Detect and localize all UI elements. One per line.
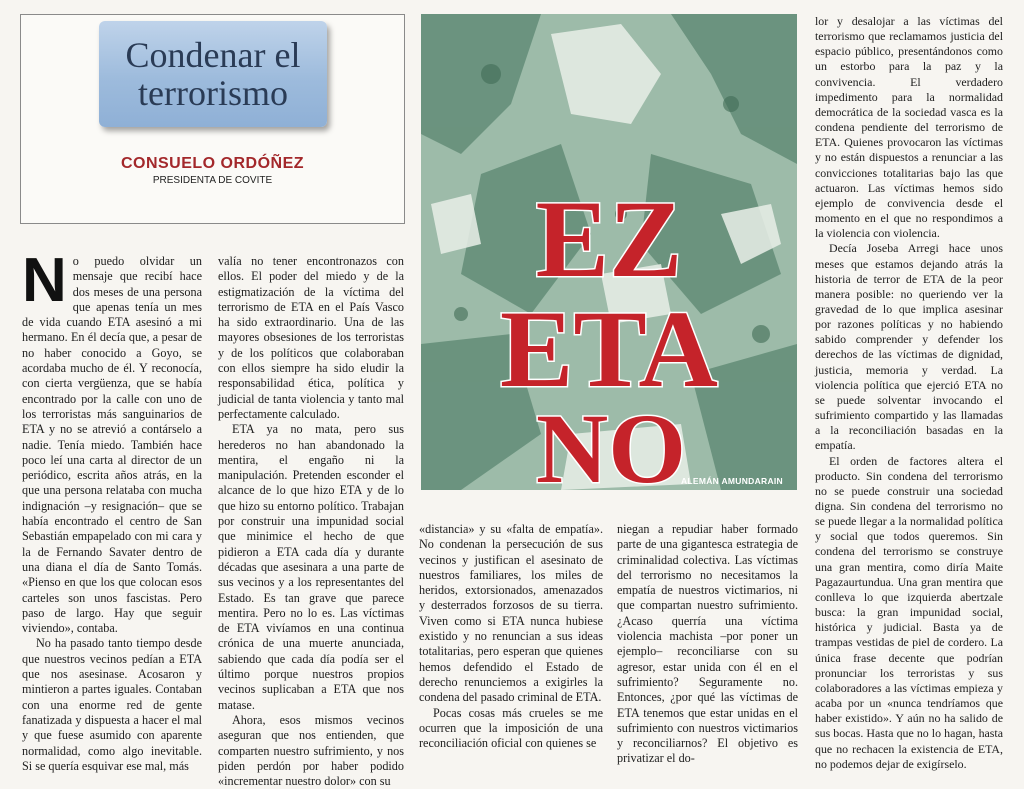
paragraph: niegan a repudiar haber formado parte de una gigantesca estrategia de criminalidad colectiva. Las víctimas del terrorismo no necesitamos la empatía de nuestros victimarios, ni que compartan nuestro sufrimiento. ¿Acaso querría una víctima violencia machista –por poner un ejemplo– reconciliarse con su agresor, estar unida con él en el sufrimiento? Seguramente no. Entonces, ¿por qué las víctimas de ETA tenemos que estar unidas en el sufrimiento con nuestros victimarios y reconciliarnos? El objetivo es privatizar el do- [617, 522, 798, 766]
paragraph: No ha pasado tanto tiempo desde que nuestros vecinos pedían a ETA que nos asesinase. Acosaron y mintieron a partes iguales. Contaban con una enorme red de gente fanatizada y dispuesta a hacer el mal y que fuese asumido con aparente normalidad, como algo inevitable. Si se quería esquivar ese mal, más [22, 636, 202, 773]
article-column-2 [218, 254, 404, 789]
slogan-line-2: ETA [499, 288, 719, 410]
paragraph: ETA ya no mata, pero sus herederos no han abandonado la mentira, el engaño ni la manipulación. Pretenden esconder el alcance de lo que hizo ETA y de lo que hizo su entorno político. Trabajan por construir una impunidad social que minimice el hecho de que pidieron a ETA cada día y durante décadas que asesinara a una parte de sus vecinos y a los representantes del Estado. Es tan grave que parece mentira. Pero no lo es. Las víctimas de ETA vivíamos en una continua crónica de una muerte anunciada, sabiendo que cada día podía ser el último porque nuestros propios vecinos suplicaban a ETA que nos matase. [218, 422, 404, 712]
paragraph: lor y desalojar a las víctimas del terrorismo que reclamamos justicia del espacio público, presentándonos como un estorbo para la paz y la convivencia. El verdadero impedimento para la normalidad democrática de la sociedad vasca es la condena pendiente del terrorismo de ETA. Quienes provocaron las víctimas y no están dispuestos a renunciar a las convicciones totalitarias bajo las que actuaron. Las víctimas hemos sido ejemplo de convivencia desde el momento en el que no respondimos a la violencia con violencia. [815, 14, 1003, 241]
title-line-2: terrorismo [138, 73, 288, 113]
article-column-1 [22, 246, 202, 774]
paragraph: «distancia» y su «falta de empatía». No condenan la persecución de sus vecinos y justifican el asesinato de nuestros familiares, los miles de heridos, extorsionados, amenazados y desterrados forzosos de su tierra. Viven como si ETA nunca hubiese existido y no renuncian a sus ideas totalitarias, pero esperan que quienes hemos defendido el Estado de derecho renunciemos a exigirles la condena del pasado criminal de ETA. [419, 522, 603, 705]
article-column-5 [815, 14, 1003, 772]
paragraph: El orden de factores altera el producto. Sin condena del terrorismo no se puede construir una sociedad digna. Sin condena del terrorismo no se puede llegar a la normalidad política y social que todos queremos. Sin condena del terrorismo se construye una gran mentira, como diría Maite Pagazaurtundua. Una gran mentira que conlleva lo que izquierda abertzale busca: la gran impunidad social, histórica y judicial. Basta ya de trampas vestidas de piel de cordero. La única frase decente que podrían pronunciar los terroristas y sus colaboradores a las víctimas empieza y acaba por un «nunca tendríamos que haber existido». Y aún no ha salido de sus bocas. Hasta que no lo hagan, hasta que no rechacen la existencia de ETA, no podemos dejar de exigírselo. [815, 453, 1003, 771]
title-line-1: Condenar el [125, 35, 301, 75]
paragraph: valía no tener encontronazos con ellos. El poder del miedo y de la estigmatización de la víctima del terrorismo de ETA en el País Vasco ha sido extraordinario. Una de las mayores obsesiones de los terroristas y de los políticos que colaboraban con ellos siempre ha sido eludir la responsabilidad ética, política y judicial de tanta violencia y tanto mal perfectamente calculado. [218, 254, 404, 421]
article-column-4 [617, 522, 798, 767]
slogan-line-3: NO [536, 393, 686, 490]
paragraph: Pocas cosas más crueles se me ocurren que la imposición de una reconciliación oficial con quienes se [419, 705, 603, 751]
paragraph: No puedo olvidar un mensaje que recibí hace dos meses de una persona que apenas tenía un mes de vida cuando ETA asesinó a mi hermano. En él decía que, a pesar de no haber conocido a Goyo, se acordaba mucho de él. Y reconocía, con cierta vergüenza, que se había encontrado por la calle con uno de los terroristas más sanguinarios de ETA y no se atrevió a contárselo a nadie. Tenía miedo. También hace poco leí una carta al director de un periódico, escrita años atrás, en la que una persona relataba con mucha indignación –y resignación– que se había encontrado el centro de San Sebastián empapelado con mi cara y la de Fernando Savater dentro de una diana el día de Santo Tomás. «Pienso en que los que colocan esos carteles son unos fascistas. Pero paso de largo. Hay que seguir viviendo», contaba. [22, 246, 202, 636]
poster-illustration [421, 14, 797, 490]
drop-cap: N [22, 246, 67, 315]
article-column-3 [419, 522, 603, 751]
photo-credit: ALEMÁN AMUNDARAIN [680, 476, 783, 486]
headline-box [20, 14, 405, 224]
author-role: PRESIDENTA DE COVITE [152, 175, 273, 186]
paragraph: Decía Joseba Arregi hace unos meses que estamos dejando atrás la historia de terror de ETA de la peor manera posible: no queriendo ver la gravedad de lo que implica asesinar por razones políticas y no habiendo sabido comprender y defender los derechos de las víctimas de dignidad, justicia, memoria y verdad. La violencia política que ejerció ETA no se puede solventar invocando el sufrimiento compartido y las llamadas a la reconciliación basadas en la empatía. [815, 241, 1003, 453]
article-photo [421, 14, 797, 490]
author-name: CONSUELO ORDÓÑEZ [120, 155, 305, 172]
paragraph: Ahora, esos mismos vecinos aseguran que nos entienden, que comparten nuestro sufrimiento, y nos piden perdón por haber podido «incrementar nuestro dolor» con su [218, 712, 404, 789]
slogan-line-1: EZ [535, 178, 683, 300]
headline-title [99, 21, 327, 127]
